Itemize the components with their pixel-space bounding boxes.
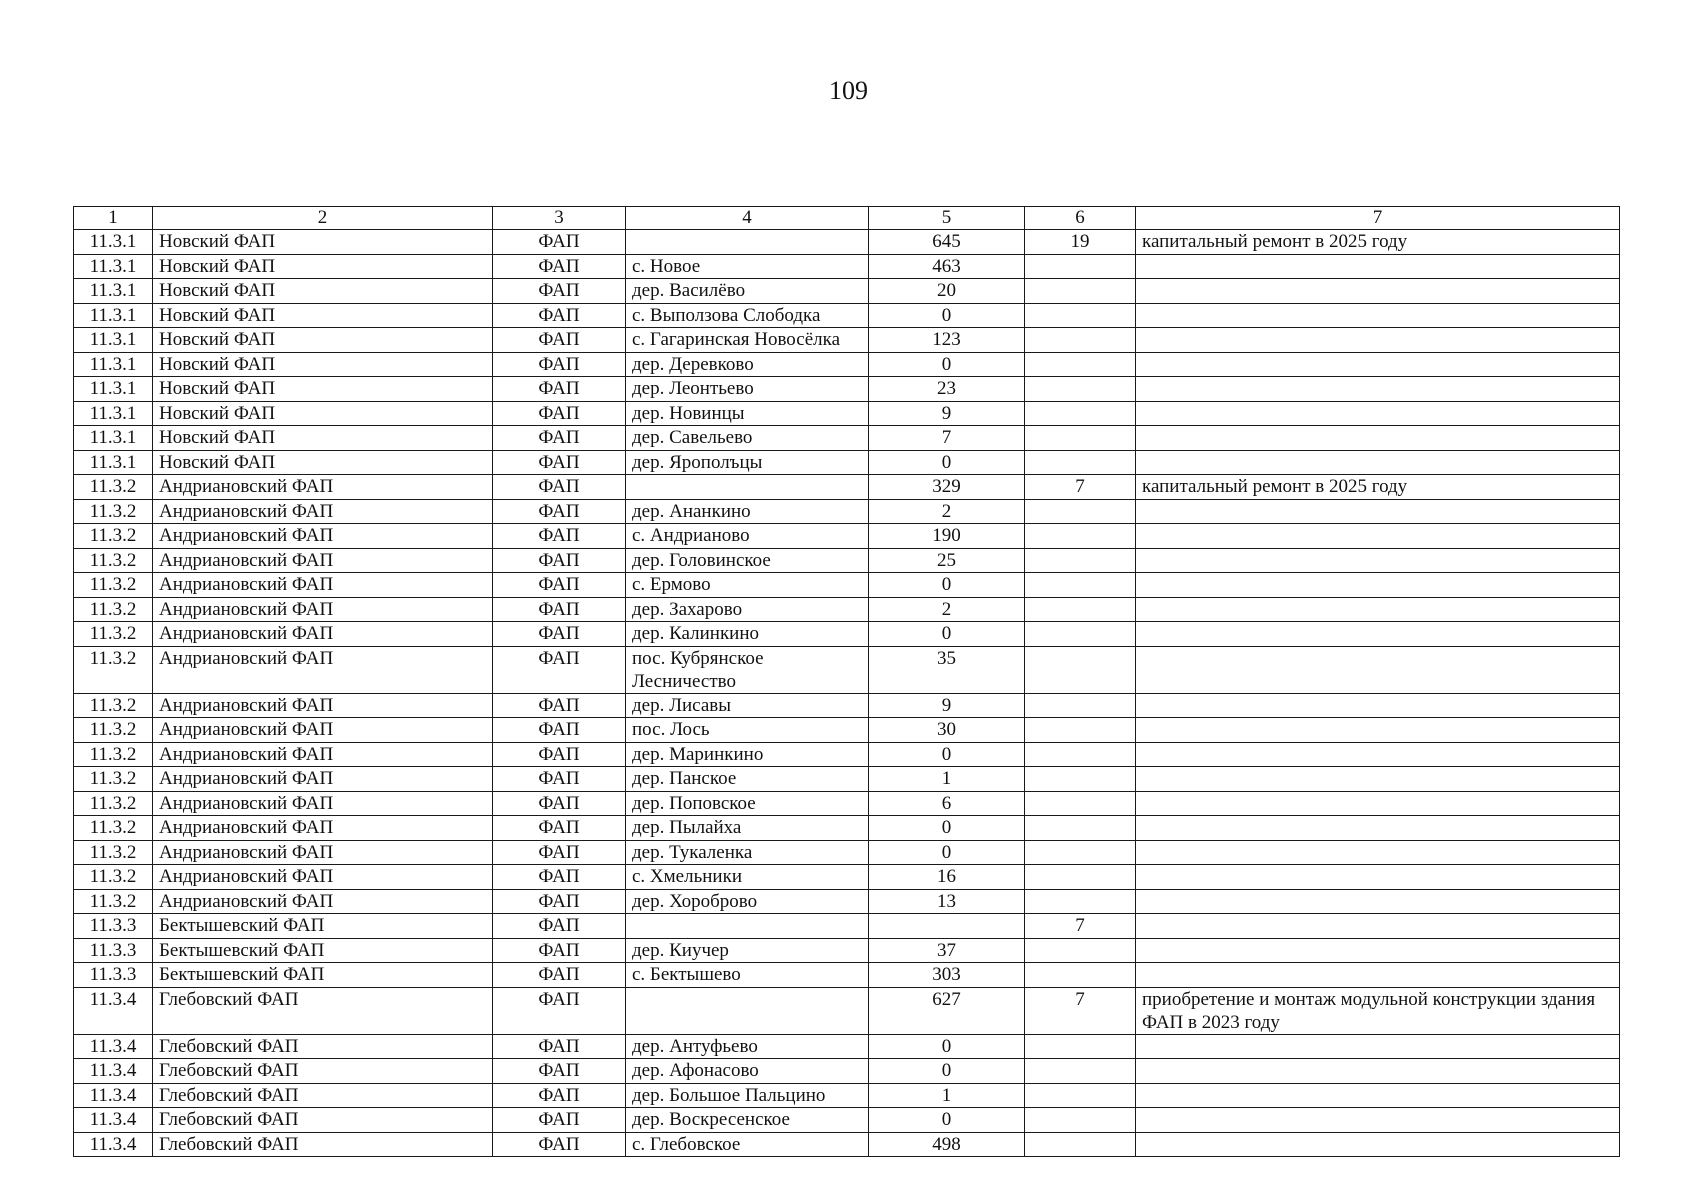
population-cell: 498 xyxy=(869,1132,1025,1157)
table-row xyxy=(74,254,1620,279)
facility-name-cell: Глебовский ФАП xyxy=(153,1059,493,1084)
facility-type-cell: ФАП xyxy=(493,597,626,622)
facility-name-cell: Глебовский ФАП xyxy=(153,1034,493,1059)
row-number-cell: 11.3.2 xyxy=(74,622,153,647)
table-row xyxy=(74,401,1620,426)
settlement-cell: дер. Захарово xyxy=(626,597,869,622)
note-cell xyxy=(1136,938,1620,963)
note-cell xyxy=(1136,718,1620,743)
staff-cell xyxy=(1025,1132,1136,1157)
settlement-cell xyxy=(626,914,869,939)
facility-type-cell: ФАП xyxy=(493,573,626,598)
population-cell: 0 xyxy=(869,450,1025,475)
facility-name-cell: Глебовский ФАП xyxy=(153,1108,493,1133)
table-row xyxy=(74,573,1620,598)
row-number-cell: 11.3.1 xyxy=(74,328,153,353)
table-row xyxy=(74,303,1620,328)
staff-cell xyxy=(1025,1059,1136,1084)
staff-cell xyxy=(1025,499,1136,524)
table-row xyxy=(74,938,1620,963)
table-row xyxy=(74,742,1620,767)
column-header: 2 xyxy=(153,207,493,230)
table-row xyxy=(74,524,1620,549)
staff-cell: 7 xyxy=(1025,914,1136,939)
staff-cell: 7 xyxy=(1025,475,1136,500)
population-cell: 35 xyxy=(869,646,1025,693)
note-cell xyxy=(1136,1108,1620,1133)
facility-name-cell: Андриановский ФАП xyxy=(153,865,493,890)
row-number-cell: 11.3.3 xyxy=(74,963,153,988)
settlement-cell: дер. Ананкино xyxy=(626,499,869,524)
population-cell: 0 xyxy=(869,622,1025,647)
staff-cell xyxy=(1025,742,1136,767)
staff-cell xyxy=(1025,816,1136,841)
note-cell xyxy=(1136,767,1620,792)
row-number-cell: 11.3.4 xyxy=(74,987,153,1034)
settlement-cell: дер. Новинцы xyxy=(626,401,869,426)
facility-type-cell: ФАП xyxy=(493,328,626,353)
facility-type-cell: ФАП xyxy=(493,693,626,718)
facility-type-cell: ФАП xyxy=(493,987,626,1034)
settlement-cell: дер. Леонтьево xyxy=(626,377,869,402)
staff-cell xyxy=(1025,352,1136,377)
table-row xyxy=(74,1059,1620,1084)
population-cell: 0 xyxy=(869,573,1025,598)
row-number-cell: 11.3.2 xyxy=(74,693,153,718)
facility-name-cell: Андриановский ФАП xyxy=(153,816,493,841)
table-row xyxy=(74,1108,1620,1133)
staff-cell xyxy=(1025,548,1136,573)
note-cell xyxy=(1136,450,1620,475)
facility-name-cell: Новский ФАП xyxy=(153,426,493,451)
row-number-cell: 11.3.4 xyxy=(74,1083,153,1108)
note-cell xyxy=(1136,816,1620,841)
note-cell xyxy=(1136,401,1620,426)
note-cell: капитальный ремонт в 2025 году xyxy=(1136,230,1620,255)
population-cell: 463 xyxy=(869,254,1025,279)
population-cell: 0 xyxy=(869,840,1025,865)
facility-name-cell: Новский ФАП xyxy=(153,352,493,377)
table-row xyxy=(74,279,1620,304)
facility-type-cell: ФАП xyxy=(493,426,626,451)
facility-name-cell: Андриановский ФАП xyxy=(153,742,493,767)
note-cell xyxy=(1136,352,1620,377)
staff-cell xyxy=(1025,646,1136,693)
staff-cell xyxy=(1025,303,1136,328)
table-row xyxy=(74,865,1620,890)
table-row xyxy=(74,1132,1620,1157)
note-cell xyxy=(1136,303,1620,328)
note-cell xyxy=(1136,597,1620,622)
settlement-cell: с. Хмельники xyxy=(626,865,869,890)
staff-cell xyxy=(1025,622,1136,647)
table-row xyxy=(74,426,1620,451)
column-header: 3 xyxy=(493,207,626,230)
row-number-cell: 11.3.1 xyxy=(74,303,153,328)
settlement-cell: дер. Киучер xyxy=(626,938,869,963)
population-cell: 30 xyxy=(869,718,1025,743)
row-number-cell: 11.3.2 xyxy=(74,889,153,914)
table-row xyxy=(74,816,1620,841)
table-row xyxy=(74,1083,1620,1108)
facility-name-cell: Глебовский ФАП xyxy=(153,987,493,1034)
facility-name-cell: Андриановский ФАП xyxy=(153,646,493,693)
note-cell: капитальный ремонт в 2025 году xyxy=(1136,475,1620,500)
population-cell: 9 xyxy=(869,693,1025,718)
facility-name-cell: Андриановский ФАП xyxy=(153,693,493,718)
facility-name-cell: Новский ФАП xyxy=(153,450,493,475)
note-cell xyxy=(1136,914,1620,939)
row-number-cell: 11.3.4 xyxy=(74,1132,153,1157)
facility-type-cell: ФАП xyxy=(493,791,626,816)
column-header: 7 xyxy=(1136,207,1620,230)
staff-cell xyxy=(1025,401,1136,426)
staff-cell xyxy=(1025,426,1136,451)
column-header: 6 xyxy=(1025,207,1136,230)
facility-type-cell: ФАП xyxy=(493,1132,626,1157)
row-number-cell: 11.3.2 xyxy=(74,548,153,573)
settlement-cell: с. Ермово xyxy=(626,573,869,598)
settlement-cell: дер. Деревково xyxy=(626,352,869,377)
facility-name-cell: Андриановский ФАП xyxy=(153,889,493,914)
row-number-cell: 11.3.3 xyxy=(74,914,153,939)
staff-cell xyxy=(1025,1083,1136,1108)
row-number-cell: 11.3.2 xyxy=(74,718,153,743)
note-cell xyxy=(1136,1132,1620,1157)
column-header: 4 xyxy=(626,207,869,230)
population-cell: 20 xyxy=(869,279,1025,304)
population-cell: 13 xyxy=(869,889,1025,914)
staff-cell xyxy=(1025,573,1136,598)
facility-name-cell: Глебовский ФАП xyxy=(153,1132,493,1157)
settlement-cell: с. Гагаринская Новосёлка xyxy=(626,328,869,353)
row-number-cell: 11.3.4 xyxy=(74,1108,153,1133)
row-number-cell: 11.3.2 xyxy=(74,524,153,549)
population-cell: 0 xyxy=(869,1034,1025,1059)
facility-type-cell: ФАП xyxy=(493,352,626,377)
row-number-cell: 11.3.2 xyxy=(74,791,153,816)
population-cell: 9 xyxy=(869,401,1025,426)
facility-name-cell: Андриановский ФАП xyxy=(153,573,493,598)
row-number-cell: 11.3.2 xyxy=(74,646,153,693)
settlement-cell: дер. Поповское xyxy=(626,791,869,816)
population-cell: 329 xyxy=(869,475,1025,500)
note-cell xyxy=(1136,573,1620,598)
population-cell: 16 xyxy=(869,865,1025,890)
table-row xyxy=(74,646,1620,693)
staff-cell xyxy=(1025,840,1136,865)
note-cell xyxy=(1136,1059,1620,1084)
facility-type-cell: ФАП xyxy=(493,475,626,500)
table-body xyxy=(74,230,1620,1157)
settlement-cell: с. Новое xyxy=(626,254,869,279)
note-cell xyxy=(1136,963,1620,988)
facility-name-cell: Новский ФАП xyxy=(153,303,493,328)
facility-type-cell: ФАП xyxy=(493,865,626,890)
population-cell: 37 xyxy=(869,938,1025,963)
facility-type-cell: ФАП xyxy=(493,1108,626,1133)
row-number-cell: 11.3.4 xyxy=(74,1034,153,1059)
facility-name-cell: Андриановский ФАП xyxy=(153,524,493,549)
population-cell: 6 xyxy=(869,791,1025,816)
population-cell xyxy=(869,914,1025,939)
facility-type-cell: ФАП xyxy=(493,963,626,988)
staff-cell xyxy=(1025,328,1136,353)
note-cell xyxy=(1136,865,1620,890)
note-cell xyxy=(1136,622,1620,647)
row-number-cell: 11.3.1 xyxy=(74,230,153,255)
facility-type-cell: ФАП xyxy=(493,499,626,524)
note-cell xyxy=(1136,693,1620,718)
settlement-cell: дер. Головинское xyxy=(626,548,869,573)
facility-name-cell: Бектышевский ФАП xyxy=(153,938,493,963)
column-header: 1 xyxy=(74,207,153,230)
facility-name-cell: Андриановский ФАП xyxy=(153,622,493,647)
row-number-cell: 11.3.1 xyxy=(74,450,153,475)
row-number-cell: 11.3.2 xyxy=(74,597,153,622)
table-row xyxy=(74,767,1620,792)
facility-type-cell: ФАП xyxy=(493,742,626,767)
staff-cell xyxy=(1025,889,1136,914)
facility-name-cell: Андриановский ФАП xyxy=(153,718,493,743)
population-cell: 1 xyxy=(869,1083,1025,1108)
note-cell xyxy=(1136,1083,1620,1108)
population-cell: 303 xyxy=(869,963,1025,988)
note-cell xyxy=(1136,426,1620,451)
population-cell: 645 xyxy=(869,230,1025,255)
staff-cell xyxy=(1025,279,1136,304)
staff-cell xyxy=(1025,791,1136,816)
settlement-cell: дер. Маринкино xyxy=(626,742,869,767)
facility-type-cell: ФАП xyxy=(493,646,626,693)
facility-type-cell: ФАП xyxy=(493,230,626,255)
population-cell: 2 xyxy=(869,499,1025,524)
facility-type-cell: ФАП xyxy=(493,840,626,865)
facility-name-cell: Новский ФАП xyxy=(153,377,493,402)
settlement-cell: дер. Василёво xyxy=(626,279,869,304)
note-cell xyxy=(1136,499,1620,524)
facility-type-cell: ФАП xyxy=(493,1059,626,1084)
note-cell xyxy=(1136,254,1620,279)
settlement-cell: пос. Лось xyxy=(626,718,869,743)
note-cell xyxy=(1136,1034,1620,1059)
facility-type-cell: ФАП xyxy=(493,524,626,549)
table-row xyxy=(74,352,1620,377)
table-row xyxy=(74,499,1620,524)
facility-type-cell: ФАП xyxy=(493,767,626,792)
facility-type-cell: ФАП xyxy=(493,254,626,279)
header-row xyxy=(74,207,1620,230)
facility-name-cell: Бектышевский ФАП xyxy=(153,914,493,939)
table-row xyxy=(74,718,1620,743)
settlement-cell: дер. Калинкино xyxy=(626,622,869,647)
note-cell xyxy=(1136,328,1620,353)
population-cell: 627 xyxy=(869,987,1025,1034)
row-number-cell: 11.3.2 xyxy=(74,840,153,865)
facility-type-cell: ФАП xyxy=(493,1034,626,1059)
note-cell xyxy=(1136,548,1620,573)
staff-cell xyxy=(1025,597,1136,622)
column-header: 5 xyxy=(869,207,1025,230)
row-number-cell: 11.3.1 xyxy=(74,426,153,451)
facility-type-cell: ФАП xyxy=(493,548,626,573)
table-row xyxy=(74,693,1620,718)
staff-cell xyxy=(1025,693,1136,718)
staff-cell xyxy=(1025,1034,1136,1059)
settlement-cell xyxy=(626,475,869,500)
facility-name-cell: Андриановский ФАП xyxy=(153,597,493,622)
facility-type-cell: ФАП xyxy=(493,401,626,426)
table-row xyxy=(74,622,1620,647)
table-row xyxy=(74,548,1620,573)
settlement-cell: с. Выползова Слободка xyxy=(626,303,869,328)
facility-name-cell: Новский ФАП xyxy=(153,401,493,426)
table-row xyxy=(74,987,1620,1034)
settlement-cell xyxy=(626,987,869,1034)
population-cell: 0 xyxy=(869,1059,1025,1084)
settlement-cell: дер. Воскресенское xyxy=(626,1108,869,1133)
population-cell: 2 xyxy=(869,597,1025,622)
staff-cell xyxy=(1025,377,1136,402)
row-number-cell: 11.3.2 xyxy=(74,742,153,767)
settlement-cell: с. Глебовское xyxy=(626,1132,869,1157)
row-number-cell: 11.3.2 xyxy=(74,573,153,598)
facility-name-cell: Новский ФАП xyxy=(153,254,493,279)
row-number-cell: 11.3.2 xyxy=(74,499,153,524)
facility-name-cell: Андриановский ФАП xyxy=(153,499,493,524)
staff-cell xyxy=(1025,524,1136,549)
table-row xyxy=(74,963,1620,988)
row-number-cell: 11.3.2 xyxy=(74,865,153,890)
note-cell xyxy=(1136,742,1620,767)
row-number-cell: 11.3.1 xyxy=(74,401,153,426)
note-cell xyxy=(1136,524,1620,549)
table-row xyxy=(74,791,1620,816)
facility-name-cell: Андриановский ФАП xyxy=(153,791,493,816)
population-cell: 0 xyxy=(869,1108,1025,1133)
settlement-cell: с. Бектышево xyxy=(626,963,869,988)
facility-type-cell: ФАП xyxy=(493,279,626,304)
population-cell: 23 xyxy=(869,377,1025,402)
row-number-cell: 11.3.2 xyxy=(74,475,153,500)
facility-name-cell: Новский ФАП xyxy=(153,328,493,353)
row-number-cell: 11.3.4 xyxy=(74,1059,153,1084)
table-row xyxy=(74,230,1620,255)
settlement-cell: дер. Хороброво xyxy=(626,889,869,914)
population-cell: 0 xyxy=(869,352,1025,377)
row-number-cell: 11.3.2 xyxy=(74,816,153,841)
row-number-cell: 11.3.1 xyxy=(74,254,153,279)
facility-name-cell: Новский ФАП xyxy=(153,230,493,255)
facility-name-cell: Андриановский ФАП xyxy=(153,767,493,792)
table-row xyxy=(74,328,1620,353)
population-cell: 7 xyxy=(869,426,1025,451)
settlement-cell: дер. Афонасово xyxy=(626,1059,869,1084)
population-cell: 0 xyxy=(869,816,1025,841)
row-number-cell: 11.3.1 xyxy=(74,352,153,377)
table-row xyxy=(74,889,1620,914)
row-number-cell: 11.3.1 xyxy=(74,279,153,304)
note-cell xyxy=(1136,840,1620,865)
staff-cell xyxy=(1025,254,1136,279)
staff-cell: 7 xyxy=(1025,987,1136,1034)
note-cell xyxy=(1136,646,1620,693)
facility-type-cell: ФАП xyxy=(493,377,626,402)
table-row xyxy=(74,1034,1620,1059)
facility-name-cell: Бектышевский ФАП xyxy=(153,963,493,988)
settlement-cell: дер. Пылайха xyxy=(626,816,869,841)
table-row xyxy=(74,597,1620,622)
note-cell xyxy=(1136,791,1620,816)
facility-type-cell: ФАП xyxy=(493,303,626,328)
staff-cell xyxy=(1025,963,1136,988)
table-row xyxy=(74,450,1620,475)
staff-cell: 19 xyxy=(1025,230,1136,255)
population-cell: 25 xyxy=(869,548,1025,573)
settlement-cell: пос. Кубрянское Лесничество xyxy=(626,646,869,693)
population-cell: 0 xyxy=(869,303,1025,328)
staff-cell xyxy=(1025,865,1136,890)
population-cell: 0 xyxy=(869,742,1025,767)
facility-name-cell: Глебовский ФАП xyxy=(153,1083,493,1108)
facility-type-cell: ФАП xyxy=(493,938,626,963)
settlement-cell: с. Андрианово xyxy=(626,524,869,549)
settlement-cell xyxy=(626,230,869,255)
population-cell: 190 xyxy=(869,524,1025,549)
row-number-cell: 11.3.3 xyxy=(74,938,153,963)
settlement-cell: дер. Лисавы xyxy=(626,693,869,718)
facility-name-cell: Новский ФАП xyxy=(153,279,493,304)
note-cell xyxy=(1136,889,1620,914)
note-cell xyxy=(1136,377,1620,402)
staff-cell xyxy=(1025,450,1136,475)
note-cell xyxy=(1136,279,1620,304)
row-number-cell: 11.3.2 xyxy=(74,767,153,792)
settlement-cell: дер. Панское xyxy=(626,767,869,792)
settlement-cell: дер. Большое Пальцино xyxy=(626,1083,869,1108)
facility-type-cell: ФАП xyxy=(493,914,626,939)
facility-name-cell: Андриановский ФАП xyxy=(153,840,493,865)
table-row xyxy=(74,475,1620,500)
table-row xyxy=(74,914,1620,939)
staff-cell xyxy=(1025,767,1136,792)
data-table xyxy=(73,206,1620,1157)
facility-type-cell: ФАП xyxy=(493,889,626,914)
staff-cell xyxy=(1025,1108,1136,1133)
population-cell: 123 xyxy=(869,328,1025,353)
staff-cell xyxy=(1025,938,1136,963)
facility-type-cell: ФАП xyxy=(493,1083,626,1108)
settlement-cell: дер. Савельево xyxy=(626,426,869,451)
staff-cell xyxy=(1025,718,1136,743)
row-number-cell: 11.3.1 xyxy=(74,377,153,402)
settlement-cell: дер. Антуфьево xyxy=(626,1034,869,1059)
settlement-cell: дер. Ярополъцы xyxy=(626,450,869,475)
facility-type-cell: ФАП xyxy=(493,816,626,841)
table-row xyxy=(74,840,1620,865)
facility-name-cell: Андриановский ФАП xyxy=(153,548,493,573)
table-row xyxy=(74,377,1620,402)
facility-name-cell: Андриановский ФАП xyxy=(153,475,493,500)
facility-type-cell: ФАП xyxy=(493,450,626,475)
facility-type-cell: ФАП xyxy=(493,622,626,647)
facility-type-cell: ФАП xyxy=(493,718,626,743)
page-number: 109 xyxy=(829,76,868,105)
population-cell: 1 xyxy=(869,767,1025,792)
note-cell: приобретение и монтаж модульной конструкции здания ФАП в 2023 году xyxy=(1136,987,1620,1034)
settlement-cell: дер. Тукаленка xyxy=(626,840,869,865)
